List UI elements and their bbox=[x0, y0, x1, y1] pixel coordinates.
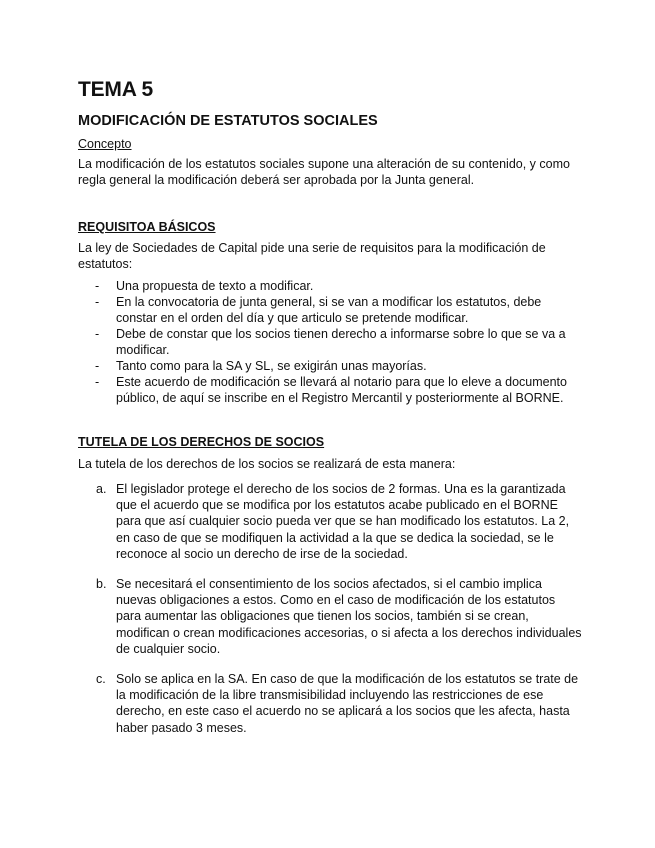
list-item-text: Tanto como para la SA y SL, se exigirán unas mayorías. bbox=[116, 359, 427, 373]
list-item-text: Una propuesta de texto a modificar. bbox=[116, 279, 314, 293]
list-item bbox=[78, 576, 583, 657]
tutela-intro: La tutela de los derechos de los socios se realizará de esta manera: bbox=[78, 457, 456, 471]
requisitos-list bbox=[78, 278, 583, 406]
list-marker: a. bbox=[96, 482, 107, 496]
list-item bbox=[78, 671, 583, 736]
list-item-text: Este acuerdo de modificación se llevará al notario para que lo eleve a documento público, de aquí se inscribe en el Registro Mercantil y posteriormente al BORNE. bbox=[116, 375, 567, 405]
list-item bbox=[78, 358, 583, 374]
document-page bbox=[78, 78, 583, 736]
dash-bullet: - bbox=[95, 295, 100, 309]
list-item-text: Solo se aplica en la SA. En caso de que la modificación de los estatutos se trate de la modificación de la libre transmisibilidad incluyendo las restricciones de ese derecho, en este caso el acuerdo no se aplicará a los socios que les afecta, hasta haber pasado 3 meses. bbox=[116, 672, 579, 735]
list-item bbox=[78, 374, 583, 406]
document-subtitle: MODIFICACIÓN DE ESTATUTOS SOCIALES bbox=[78, 113, 378, 129]
requisitos-heading: REQUISITOA BÁSICOS bbox=[78, 220, 216, 234]
list-item bbox=[78, 481, 583, 562]
document-title: TEMA 5 bbox=[78, 78, 154, 101]
list-item bbox=[78, 294, 583, 326]
dash-bullet: - bbox=[95, 375, 100, 389]
list-marker: c. bbox=[96, 672, 106, 687]
list-item bbox=[78, 278, 583, 294]
concept-label: Concepto bbox=[78, 137, 132, 151]
list-item-text: En la convocatoria de junta general, si se van a modificar los estatutos, debe constar en el orden del día y que articulo se pretende modificar. bbox=[116, 295, 542, 325]
dash-bullet: - bbox=[95, 359, 100, 373]
requisitos-intro: La ley de Sociedades de Capital pide una serie de requisitos para la modificación de estatutos: bbox=[78, 241, 546, 271]
dash-bullet: - bbox=[95, 327, 100, 341]
list-marker: b. bbox=[96, 577, 107, 592]
dash-bullet: - bbox=[95, 279, 100, 293]
list-item-text: Debe de constar que los socios tienen derecho a informarse sobre lo que se va a modificar. bbox=[116, 327, 566, 357]
list-item bbox=[78, 326, 583, 358]
tutela-heading: TUTELA DE LOS DERECHOS DE SOCIOS bbox=[78, 435, 325, 449]
tutela-list bbox=[78, 481, 583, 736]
list-item-text: Se necesitará el consentimiento de los socios afectados, si el cambio implica nuevas obligaciones a estos. Como en el caso de modificación de los estatutos para aumentar las obligaciones que tienen los socios, también si se crean, modifican o crean modificaciones accesorias, o si afecta a los derechos individuales de cualquier socio. bbox=[116, 577, 582, 656]
list-item-text: El legislador protege el derecho de los socios de 2 formas. Una es la garantizada que el acuerdo que se modifica por los estatutos acabe publicado en el BORNE para que así cualquier socio pueda ver que se han modificado los estatutos. La 2, en caso de que se modifiquen la actividad a la que se dedica la sociedad, se le reconoce al socio un derecho de irse de la sociedad. bbox=[116, 482, 570, 561]
concept-paragraph: La modificación de los estatutos sociales supone una alteración de su contenido, y como regla general la modificación deberá ser aprobada por la Junta general. bbox=[78, 157, 570, 187]
